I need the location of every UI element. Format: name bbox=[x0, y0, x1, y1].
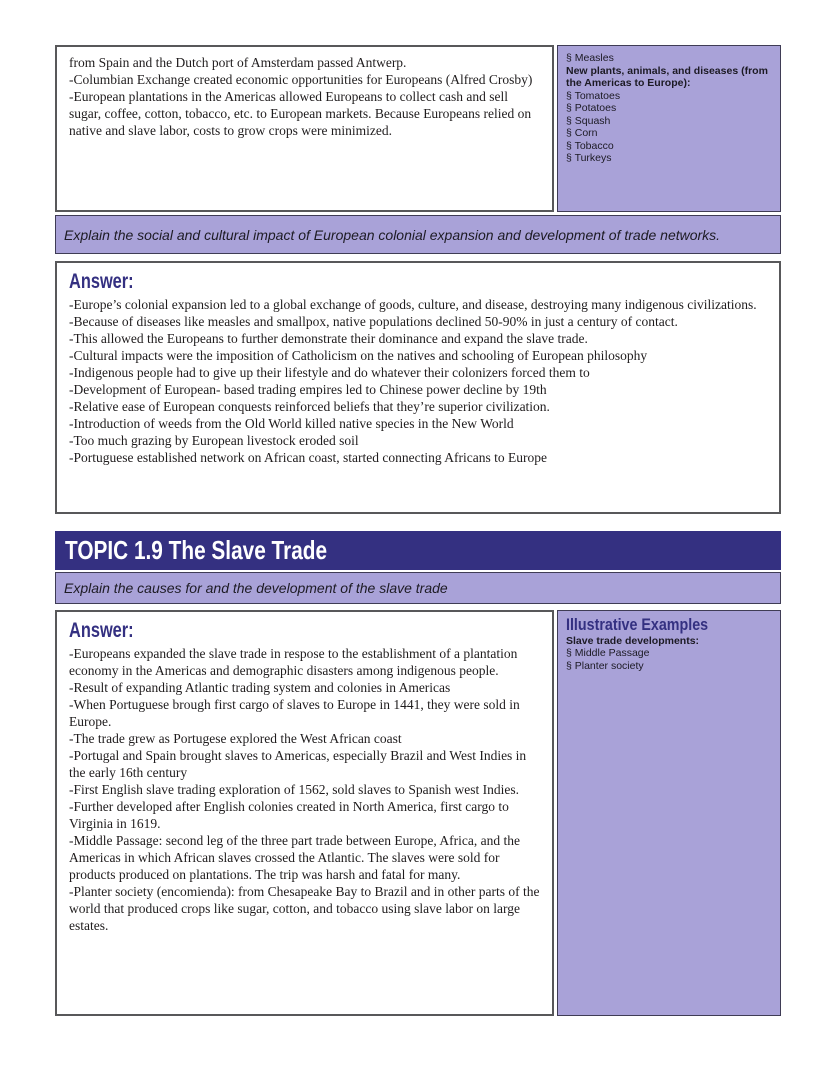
notes-paragraph: -Columbian Exchange created economic opportunities for Europeans (Alfred Crosby) bbox=[69, 72, 533, 87]
answer-paragraph: -Relative ease of European conquests reinforced beliefs that they’re superior civilization. bbox=[69, 399, 550, 414]
answer-paragraph: -Europe’s colonial expansion led to a global exchange of goods, culture, and disease, destroying many indigenous civilizations. bbox=[69, 297, 757, 312]
answer-paragraph: -Result of expanding Atlantic trading system and colonies in Americas bbox=[69, 680, 451, 695]
answer-paragraph: -Development of European- based trading empires led to Chinese power decline by 19th bbox=[69, 382, 547, 397]
answer-label: Answer: bbox=[69, 270, 134, 293]
document-page bbox=[55, 45, 781, 1016]
sidebar-list-item: § Tomatoes bbox=[566, 89, 621, 102]
topic-title: TOPIC 1.9 The Slave Trade bbox=[65, 535, 328, 565]
answer-paragraph: -Europeans expanded the slave trade in respose to the establishment of a plantation economy in the Americas and demographic disasters among indigenous people. bbox=[69, 646, 518, 678]
answer-paragraph: -Indigenous people had to give up their lifestyle and do whatever their colonizers forced them to bbox=[69, 365, 590, 380]
answer-paragraph: -Introduction of weeds from the Old World killed native species in the New World bbox=[69, 416, 514, 431]
answer-paragraph: -The trade grew as Portugese explored the West African coast bbox=[69, 731, 402, 746]
answer-paragraph: -Cultural impacts were the imposition of Catholicism on the natives and schooling of European philosophy bbox=[69, 348, 648, 363]
prompt-banner-1 bbox=[55, 215, 781, 254]
answer-paragraph-list bbox=[69, 645, 540, 934]
sidebar-list-item: § Squash bbox=[566, 114, 611, 127]
sidebar-list-item: § Turkeys bbox=[566, 152, 612, 164]
illustrative-examples-sidebar-bottom bbox=[557, 610, 781, 1016]
notes-continuation-box bbox=[55, 45, 554, 212]
section-2-bottom-row bbox=[55, 610, 781, 1016]
answer-paragraph: -When Portuguese brough first cargo of slaves to Europe in 1441, they were sold in Europe. bbox=[69, 697, 520, 729]
answer-paragraph: -First English slave trading exploration of 1562, sold slaves to Spanish west Indies. bbox=[69, 782, 519, 797]
prompt-text: Explain the causes for and the development of the slave trade bbox=[64, 580, 448, 596]
topic-header-bar bbox=[55, 531, 781, 570]
sidebar-list-item: § Measles bbox=[566, 52, 614, 64]
sidebar-item-list bbox=[566, 90, 772, 165]
answer-box-1 bbox=[55, 261, 781, 514]
notes-paragraph: from Spain and the Dutch port of Amsterdam passed Antwerp. bbox=[69, 55, 407, 70]
sidebar-list-item: § Middle Passage bbox=[566, 647, 650, 659]
section-1-top-row bbox=[55, 45, 781, 212]
sidebar-list-item: § Potatoes bbox=[566, 102, 617, 114]
prompt-text: Explain the social and cultural impact of European colonial expansion and development of trade networks. bbox=[64, 226, 721, 243]
notes-paragraph: -European plantations in the Americas allowed Europeans to collect cash and sell sugar, coffee, cotton, tobacco, etc. to European markets. Because Europeans relied on native and slave labor, costs to grow crops were minimized. bbox=[69, 89, 532, 138]
answer-label: Answer: bbox=[69, 619, 134, 642]
sidebar-list-item: § Corn bbox=[566, 127, 598, 139]
sidebar-heading: Slave trade developments: bbox=[566, 634, 700, 647]
sidebar-heading: New plants, animals, and diseases (from the Americas to Europe): bbox=[566, 64, 768, 89]
answer-paragraph: -Portuguese established network on African coast, started connecting Africans to Europe bbox=[69, 450, 547, 465]
notes-paragraph-list bbox=[69, 54, 540, 139]
answer-paragraph-list bbox=[69, 296, 767, 466]
answer-paragraph: -Too much grazing by European livestock eroded soil bbox=[69, 433, 359, 448]
answer-paragraph: -Because of diseases like measles and smallpox, native populations declined 50-90% in just a century of contact. bbox=[69, 314, 678, 329]
answer-paragraph: -This allowed the Europeans to further demonstrate their dominance and expand the slave trade. bbox=[69, 331, 588, 346]
sidebar-list-item: § Planter society bbox=[566, 659, 644, 672]
sidebar-list-item: § Tobacco bbox=[566, 139, 614, 152]
sidebar-item-list bbox=[566, 647, 772, 672]
answer-paragraph: -Planter society (encomienda): from Chesapeake Bay to Brazil and in other parts of the world that produced crops like sugar, cotton, and tobacco using slave labor on large estates. bbox=[69, 884, 540, 933]
answer-paragraph: -Further developed after English colonies created in North America, first cargo to Virginia in 1619. bbox=[69, 799, 509, 831]
answer-paragraph: -Portugal and Spain brought slaves to Americas, especially Brazil and West Indies in the early 16th century bbox=[69, 748, 527, 780]
illustrative-examples-sidebar-top bbox=[557, 45, 781, 212]
illustrative-examples-title: Illustrative Examples bbox=[566, 615, 709, 634]
prompt-banner-2 bbox=[55, 572, 781, 604]
answer-paragraph: -Middle Passage: second leg of the three part trade between Europe, Africa, and the Americas in which African slaves crossed the Atlantic. The slaves were sold for products produced on plantations. The trip was harsh and fatal for many. bbox=[69, 833, 520, 882]
answer-box-2 bbox=[55, 610, 554, 1016]
